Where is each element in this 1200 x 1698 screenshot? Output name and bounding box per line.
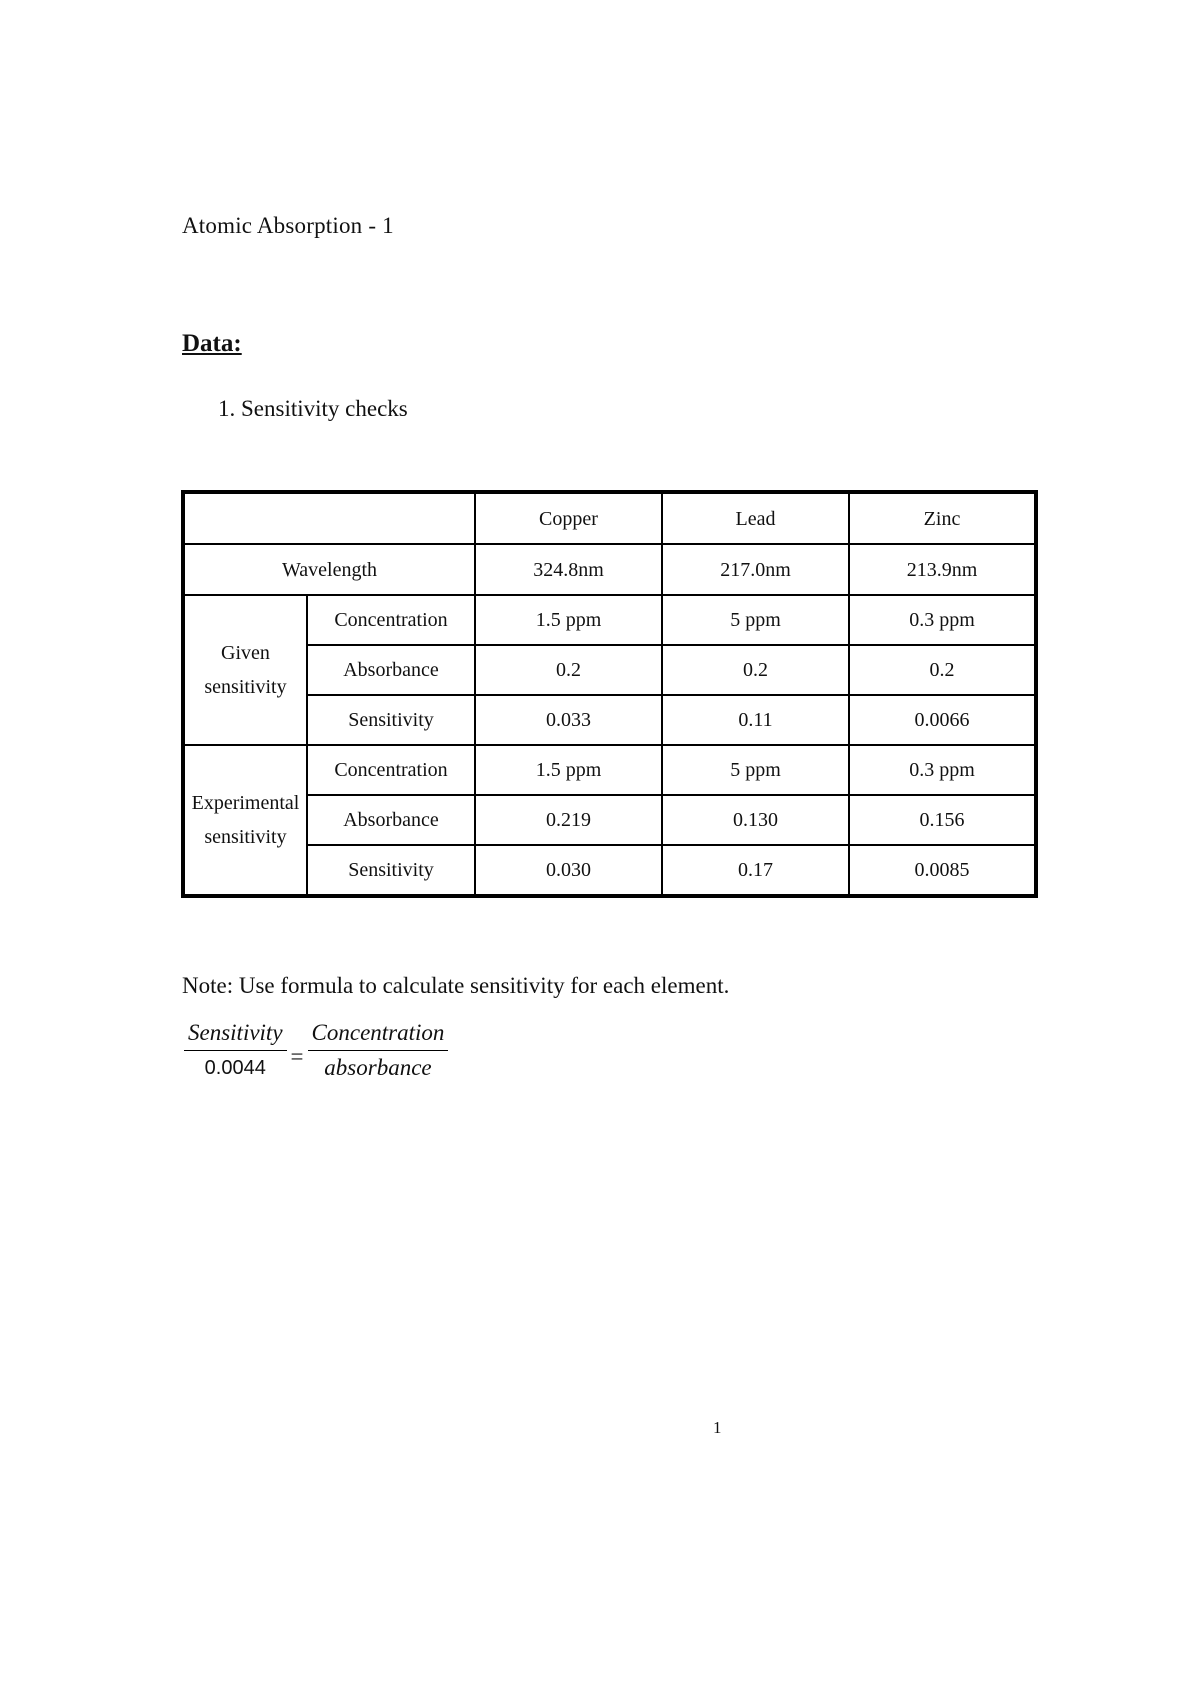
table-row-wavelength (183, 544, 1036, 595)
formula-denominator: absorbance (324, 1055, 432, 1080)
row-label: Sensitivity (307, 695, 475, 745)
table-cell: 0.3 ppm (849, 595, 1036, 645)
table-header-row (183, 492, 1036, 544)
table-cell: 213.9nm (849, 544, 1036, 595)
table-cell: 0.130 (662, 795, 849, 845)
group-label-given-sensitivity (183, 595, 307, 745)
table-row-experimental-concentration (183, 745, 1036, 795)
table-cell: 0.11 (662, 695, 849, 745)
table-corner-cell (183, 492, 475, 544)
table-cell: 1.5 ppm (475, 595, 662, 645)
column-header-zinc: Zinc (849, 492, 1036, 544)
table-cell: 324.8nm (475, 544, 662, 595)
table-cell: 0.0085 (849, 845, 1036, 896)
group-label-experimental-sensitivity (183, 745, 307, 896)
table-cell: 0.2 (849, 645, 1036, 695)
row-label: Concentration (307, 595, 475, 645)
formula-numerator: Concentration (308, 1018, 449, 1051)
sensitivity-table (181, 490, 1038, 898)
sensitivity-formula (184, 1018, 448, 1083)
row-label-wavelength: Wavelength (183, 544, 475, 595)
table-cell: 0.0066 (849, 695, 1036, 745)
formula-right-fraction (308, 1018, 449, 1083)
list-item-sensitivity-checks: 1. Sensitivity checks (218, 396, 408, 421)
group-label-line: Experimental (191, 792, 300, 814)
table-cell: 0.2 (475, 645, 662, 695)
row-label: Absorbance (307, 795, 475, 845)
table-cell: 0.219 (475, 795, 662, 845)
formula-left-fraction (184, 1018, 287, 1083)
row-label: Sensitivity (307, 845, 475, 896)
group-label-line: sensitivity (204, 676, 287, 698)
row-label: Absorbance (307, 645, 475, 695)
table-cell: 0.156 (849, 795, 1036, 845)
column-header-lead: Lead (662, 492, 849, 544)
table-cell: 0.030 (475, 845, 662, 896)
table-cell: 0.2 (662, 645, 849, 695)
group-label-line: sensitivity (204, 826, 287, 848)
table-row-given-sensitivity (183, 695, 1036, 745)
table-row-given-concentration (183, 595, 1036, 645)
table-cell: 5 ppm (662, 595, 849, 645)
table-cell: 0.033 (475, 695, 662, 745)
page-number: 1 (713, 1418, 722, 1437)
formula-numerator: Sensitivity (184, 1018, 287, 1051)
group-label-line: Given (221, 642, 270, 664)
table-row-experimental-absorbance (183, 795, 1036, 845)
table-cell: 217.0nm (662, 544, 849, 595)
table-row-given-absorbance (183, 645, 1036, 695)
table-cell: 5 ppm (662, 745, 849, 795)
formula-equals-sign: = (290, 1043, 304, 1069)
section-heading-data: Data: (182, 330, 242, 357)
table-cell: 0.3 ppm (849, 745, 1036, 795)
column-header-copper: Copper (475, 492, 662, 544)
document-title: Atomic Absorption - 1 (182, 213, 394, 238)
table-cell: 0.17 (662, 845, 849, 896)
table-row-experimental-sensitivity (183, 845, 1036, 896)
row-label: Concentration (307, 745, 475, 795)
table-cell: 1.5 ppm (475, 745, 662, 795)
note-text: Note: Use formula to calculate sensitivity for each element. (182, 973, 730, 998)
formula-denominator: 0.0044 (204, 1057, 266, 1079)
